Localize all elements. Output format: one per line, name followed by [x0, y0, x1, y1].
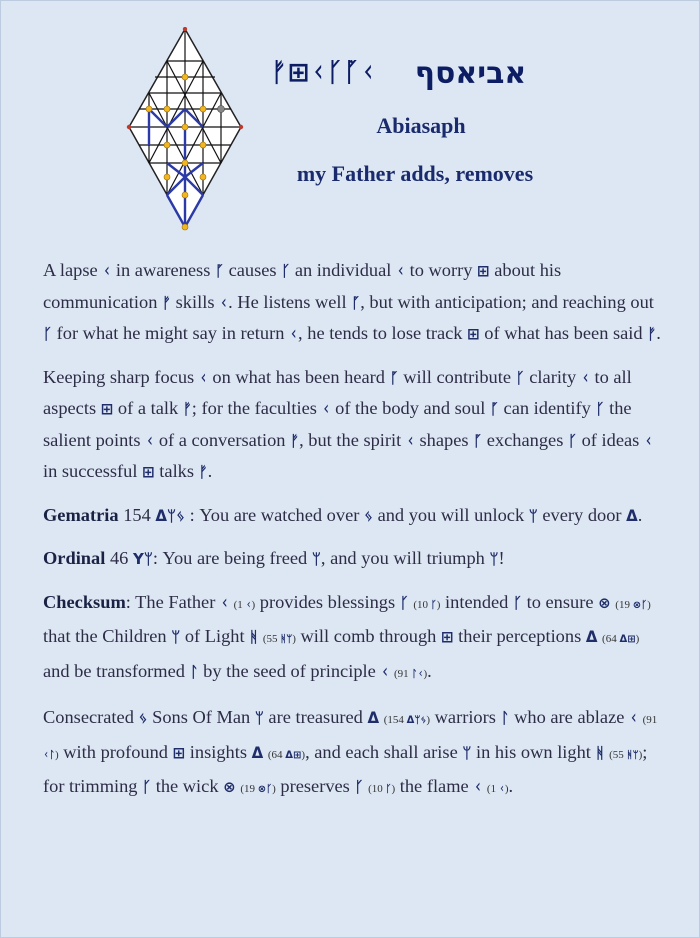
glyph-aleph: ᚲ	[219, 293, 229, 312]
body-text	[43, 255, 663, 818]
paragraph-1: A lapse ᚲ in awareness ᚵ causes ᚴ an individual ᚲ to worry ⊞ about his communication ᚠ skills ᚲ. He listens well ᚵ, but with anticipation; and reaching out ᚴ for what he might say in return ᚲ, he tends to lose track ⊞ of what has been said ᚠ.	[43, 260, 661, 343]
glyph-bet: ᚵ	[473, 431, 483, 450]
english-name: Abiasaph	[376, 113, 466, 138]
glyph-samekh: ⊞	[467, 325, 480, 343]
checksum-label: Checksum	[43, 591, 126, 612]
glyph-pe: ᚠ	[182, 400, 192, 418]
closing-note-10: (10 ᚴ)	[368, 783, 396, 795]
checksum-note-55: (55 ᚻᛘ)	[262, 633, 296, 645]
glyph-aleph: ᚲ	[102, 262, 112, 280]
glyph-pe: ᚠ	[162, 293, 172, 312]
closing-paragraph: Consecrated ᛃ Sons Of Man ᛘ are treasured ᐃ (154 ᐃᛘᛃ) warriors ᛚ who are ablaze ᚲ (91 ᚲᛚ) with profound ⊞ insights ᐃ (64 ᐃ⊞), and each shall arise ᛘ in his own light ᚻ (55 ᚻᛘ); for trimming ᚴ the wick ⊗ (19 ⊗ᚴ) preserves ᚴ (10 ᚴ) the flame ᚲ (1 ᚲ).	[43, 707, 658, 796]
closing-note-91: (91 ᚲᛚ)	[43, 714, 658, 761]
ordinal-paragraph: Ordinal 46 Yᛘ: You are being freed ᛘ, and you will triumph ᛘ!	[43, 548, 505, 568]
glyph-yod: ᚴ	[515, 368, 525, 387]
glyph-aleph: ᚲ	[145, 431, 155, 450]
closing-note-55: (55 ᚻᛘ)	[609, 748, 643, 761]
checksum-note-10: (10 ᚴ)	[413, 598, 441, 611]
glyph-yod: ᚴ	[595, 400, 605, 418]
glyph-nun: ᛘ	[528, 506, 538, 525]
glyph-bet: ᚵ	[214, 262, 224, 280]
name-meaning: my Father adds, removes	[296, 161, 534, 186]
glyph-nun: ᛘ	[489, 550, 499, 568]
glyph-nun: ᛘ	[311, 550, 321, 568]
glyph-qof: ᛃ	[363, 506, 373, 525]
hebrew-name: אביאסף	[414, 55, 527, 91]
glyph-aleph: ᚲ	[643, 431, 653, 450]
glyph-pe: ᚠ	[647, 325, 657, 343]
glyph-yod: ᚴ	[281, 262, 291, 280]
glyph-bet: ᚵ	[389, 368, 399, 387]
closing-note-64: (64 ᐃ⊞)	[267, 748, 306, 761]
glyph-aleph: ᚲ	[580, 368, 590, 387]
checksum-note-19: (19 ⊗ᚴ)	[615, 598, 651, 611]
tree-of-life-diamond-diagram	[125, 27, 245, 231]
checksum-paragraph: Checksum: The Father ᚲ (1 ᚲ) provides blessings ᚴ (10 ᚴ) intended ᚴ to ensure ⊗ (19 ⊗ᚴ) that the Children ᛘ of Light ᚻ (55 ᚻᛘ) will comb through ⊞ their perceptions ᐃ (64 ᐃ⊞) and be transformed ᛚ by the seed of principle ᚲ (91 ᛚᚲ).	[43, 591, 651, 681]
glyph-bet: ᚵ	[351, 293, 361, 312]
ordinal-value: 46	[109, 548, 129, 568]
checksum-note-1: (1 ᚲ)	[233, 598, 256, 611]
checksum-note-64: (64 ᐃ⊞)	[602, 633, 640, 645]
checksum-note-91: (91 ᛚᚲ)	[394, 667, 428, 680]
ordinal-glyphs: Yᛘ	[132, 550, 153, 568]
glyph-samekh: ⊞	[100, 400, 114, 418]
glyph-bet: ᚵ	[489, 400, 499, 418]
glyph-pe: ᚠ	[198, 463, 208, 481]
closing-note-19: (19 ⊗ᚴ)	[240, 783, 276, 795]
glyph-yod: ᚴ	[43, 325, 53, 343]
gematria-paragraph: Gematria 154 ᐃᛘᛃ : You are watched over ᛃ and you will unlock ᛘ every door ᐃ.	[43, 504, 643, 525]
glyph-dalet: ᐃ	[626, 506, 638, 525]
glyph-yod: ᚴ	[567, 431, 577, 450]
glyph-pe: ᚠ	[290, 431, 300, 450]
paragraph-2: Keeping sharp focus ᚲ on what has been heard ᚵ will contribute ᚴ clarity ᚲ to all aspects ⊞ of a talk ᚠ; for the faculties ᚲ of the body and soul ᚵ can identify ᚴ the salient points ᚲ of a conversation ᚠ, but the spirit ᚲ shapes ᚵ exchanges ᚴ of ideas ᚲ in successful ⊞ talks ᚠ.	[43, 366, 653, 481]
gematria-value: 154	[123, 504, 151, 525]
paleo-hebrew-name: ᚠ⊞ᚲᚴᚵᚲ	[271, 58, 377, 88]
glyph-aleph: ᚲ	[395, 262, 405, 280]
gematria-glyphs: ᐃᛘᛃ	[155, 506, 186, 525]
glyph-aleph: ᚲ	[405, 431, 415, 450]
closing-note-1: (1 ᚲ)	[486, 783, 509, 795]
glyph-samekh: ⊞	[477, 262, 490, 280]
glyph-aleph: ᚲ	[321, 400, 331, 418]
closing-note-154: (154 ᐃᛘᛃ)	[383, 714, 431, 726]
title-row	[271, 51, 691, 95]
glyph-aleph: ᚲ	[289, 325, 299, 343]
glyph-samekh: ⊞	[142, 463, 155, 481]
glyph-aleph: ᚲ	[198, 368, 208, 387]
gematria-label: Gematria	[43, 504, 119, 525]
ordinal-label: Ordinal	[43, 548, 106, 568]
